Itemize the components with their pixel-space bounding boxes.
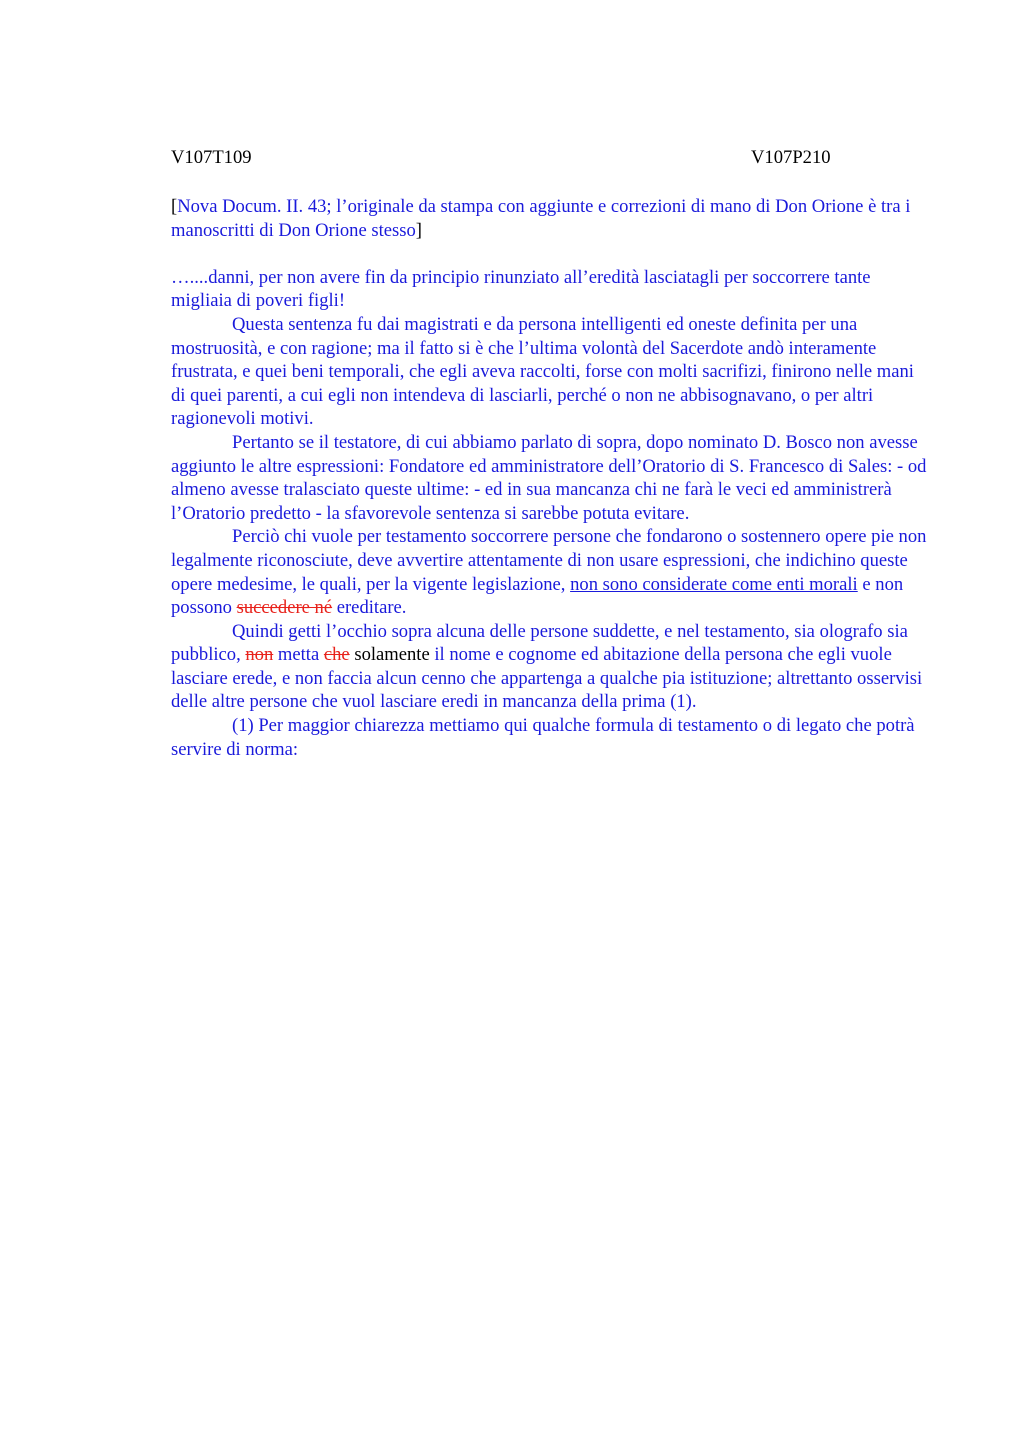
paragraph-5-text-b: metta (273, 644, 324, 666)
paragraph-5-text-a: Quindi getti l’occhio sopra alcuna delle persone suddette, e nel testamento, sia olografo sia pubblico, (171, 620, 908, 666)
document-body (171, 195, 933, 761)
source-note-close-bracket: ] (415, 219, 422, 241)
spacer (171, 242, 933, 266)
header-left-code: V107T109 (171, 147, 252, 168)
paragraph-4-text-b: e non possono (171, 573, 904, 619)
deleted-word-non: non (245, 644, 274, 666)
deleted-word-che: che (323, 644, 350, 666)
paragraph-4-text-a: Perciò chi vuole per testamento soccorrere persone che fondarono o sostennero opere pie non legalmente riconosciute, deve avvertire attentamente di non usare espressioni, che indichino queste opere medesime, le quali, per la vigente legislazione, (171, 526, 927, 595)
paragraph-4-text-c: ereditare. (332, 597, 407, 619)
inserted-word: solamente (354, 644, 430, 666)
paragraph-1: …....danni, per non avere fin da principio rinunziato all’eredità lasciatagli per soccorrere tante migliaia di poveri figli! (171, 266, 871, 312)
paragraph-2: Questa sentenza fu dai magistrati e da persona intelligenti ed oneste definita per una mostruosità, e con ragione; ma il fatto si è che l’ultima volontà del Sacerdote andò interamente frustrata, e quei beni temporali, che egli aveva raccolti, forse con molti sacrifizi, finirono nelle mani di quei parenti, a cui egli non intendeva di lasciarli, perché o non ne abbisognavano, o per altri ragionevoli motivi. (171, 313, 914, 430)
header-right-code: V107P210 (751, 147, 831, 168)
source-note-text: Nova Docum. II. 43; l’originale da stampa con aggiunte e correzioni di mano di Don Orione è tra i manoscritti di Don Orione stesso (171, 196, 911, 241)
underlined-phrase: non sono considerate come enti morali (570, 573, 858, 595)
paragraph-5 (171, 620, 933, 714)
paragraph-3: Pertanto se il testatore, di cui abbiamo parlato di sopra, dopo nominato D. Bosco non avesse aggiunto le altre espressioni: Fondatore ed amministratore dell’Oratorio di S. Francesco di Sales: - od almeno avesse tralasciato queste ultime: - ed in sua mancanza chi ne farà le veci ed amministrerà l’Oratorio predetto - la sfavorevole sentenza si sarebbe potuta evitare. (171, 431, 927, 524)
deleted-phrase: succedere né (236, 597, 333, 619)
paragraph-5-text-d: il nome e cognome ed abitazione della persona che egli vuole lasciare erede, e non faccia alcun cenno che appartenga a qualche pia istituzione; altrettanto osservisi delle altre persone che vuol lasciare eredi in mancanza della prima (1). (171, 644, 923, 713)
paragraph-6-footnote: (1) Per maggior chiarezza mettiamo qui qualche formula di testamento o di legato che potrà servire di norma: (171, 715, 915, 760)
source-note (171, 195, 933, 242)
paragraph-4 (171, 525, 933, 619)
source-note-open-bracket: [ (171, 196, 178, 217)
